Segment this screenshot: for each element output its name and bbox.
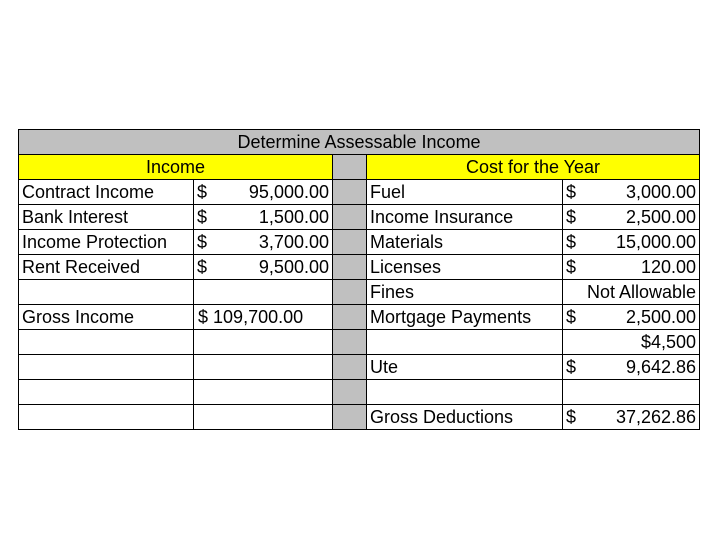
cost-value: 2,500.00: [625, 307, 697, 327]
cost-amount: [563, 305, 700, 330]
currency-symbol: $: [197, 182, 208, 202]
income-value: 9,500.00: [258, 257, 329, 277]
income-label: Contract Income: [19, 180, 194, 205]
income-amount: [194, 280, 333, 305]
header-row: [19, 155, 700, 180]
table-row: [19, 180, 700, 205]
gap-cell: [333, 305, 367, 330]
cost-amount: [563, 205, 700, 230]
table-row: [19, 405, 700, 430]
cost-value: 120.00: [640, 257, 697, 277]
income-label: Rent Received: [19, 255, 194, 280]
gap-cell: [333, 205, 367, 230]
cost-label: Mortgage Payments: [367, 305, 563, 330]
income-amount: [194, 255, 333, 280]
currency-symbol: $: [566, 257, 577, 277]
income-label: [19, 380, 194, 405]
income-label: Income Protection: [19, 230, 194, 255]
income-label: [19, 280, 194, 305]
title-row: [19, 130, 700, 155]
cost-label: Licenses: [367, 255, 563, 280]
income-header: Income: [19, 155, 333, 180]
income-amount: [194, 230, 333, 255]
currency-symbol: $: [566, 357, 577, 377]
cost-amount: [563, 380, 700, 405]
currency-symbol: $: [197, 257, 208, 277]
cost-label: [367, 380, 563, 405]
income-label: Bank Interest: [19, 205, 194, 230]
currency-symbol: $: [197, 207, 208, 227]
income-label: [19, 330, 194, 355]
income-label: Gross Income: [19, 305, 194, 330]
income-value: 95,000.00: [248, 182, 329, 202]
income-amount: [194, 380, 333, 405]
cost-amount: [563, 180, 700, 205]
table-row: [19, 280, 700, 305]
income-value: 3,700.00: [258, 232, 329, 252]
income-value: 109,700.00: [213, 307, 304, 327]
cost-value: 37,262.86: [615, 407, 697, 427]
cost-label: Fuel: [367, 180, 563, 205]
income-amount: [194, 180, 333, 205]
income-label: [19, 355, 194, 380]
gap-cell: [333, 155, 367, 180]
currency-symbol: $: [566, 407, 577, 427]
currency-symbol: $: [566, 182, 577, 202]
cost-amount: [563, 255, 700, 280]
cost-label: Gross Deductions: [367, 405, 563, 430]
gap-cell: [333, 405, 367, 430]
currency-symbol: $: [566, 207, 577, 227]
currency-symbol: $: [197, 232, 208, 252]
currency-symbol: $: [566, 232, 577, 252]
table-row: [19, 305, 700, 330]
table-row: [19, 255, 700, 280]
income-amount: [194, 305, 333, 330]
income-amount: [194, 405, 333, 430]
cost-value: 9,642.86: [625, 357, 697, 377]
assessable-income-table: [18, 129, 700, 430]
cost-label: Income Insurance: [367, 205, 563, 230]
income-label: [19, 405, 194, 430]
currency-symbol: $: [566, 307, 577, 327]
cost-value: 2,500.00: [625, 207, 697, 227]
gap-cell: [333, 255, 367, 280]
income-value: 1,500.00: [258, 207, 329, 227]
cost-amount: [563, 230, 700, 255]
table-row: [19, 205, 700, 230]
gap-cell: [333, 330, 367, 355]
cost-note: Not Allowable: [563, 280, 700, 305]
currency-symbol: $: [198, 307, 209, 327]
cost-amount: [563, 405, 700, 430]
gap-cell: [333, 380, 367, 405]
cost-amount: [563, 355, 700, 380]
cost-label: Fines: [367, 280, 563, 305]
table-row: [19, 230, 700, 255]
cost-value: 15,000.00: [615, 232, 697, 252]
table-row: [19, 380, 700, 405]
gap-cell: [333, 355, 367, 380]
income-amount: [194, 330, 333, 355]
gap-cell: [333, 180, 367, 205]
table-row: [19, 355, 700, 380]
cost-value: $4,500: [563, 330, 700, 355]
income-amount: [194, 355, 333, 380]
table-title: Determine Assessable Income: [19, 130, 700, 155]
cost-value: 3,000.00: [625, 182, 697, 202]
cost-header: Cost for the Year: [367, 155, 700, 180]
gap-cell: [333, 280, 367, 305]
cost-label: Ute: [367, 355, 563, 380]
income-amount: [194, 205, 333, 230]
gap-cell: [333, 230, 367, 255]
table-row: [19, 330, 700, 355]
cost-label: Materials: [367, 230, 563, 255]
cost-label: [367, 330, 563, 355]
